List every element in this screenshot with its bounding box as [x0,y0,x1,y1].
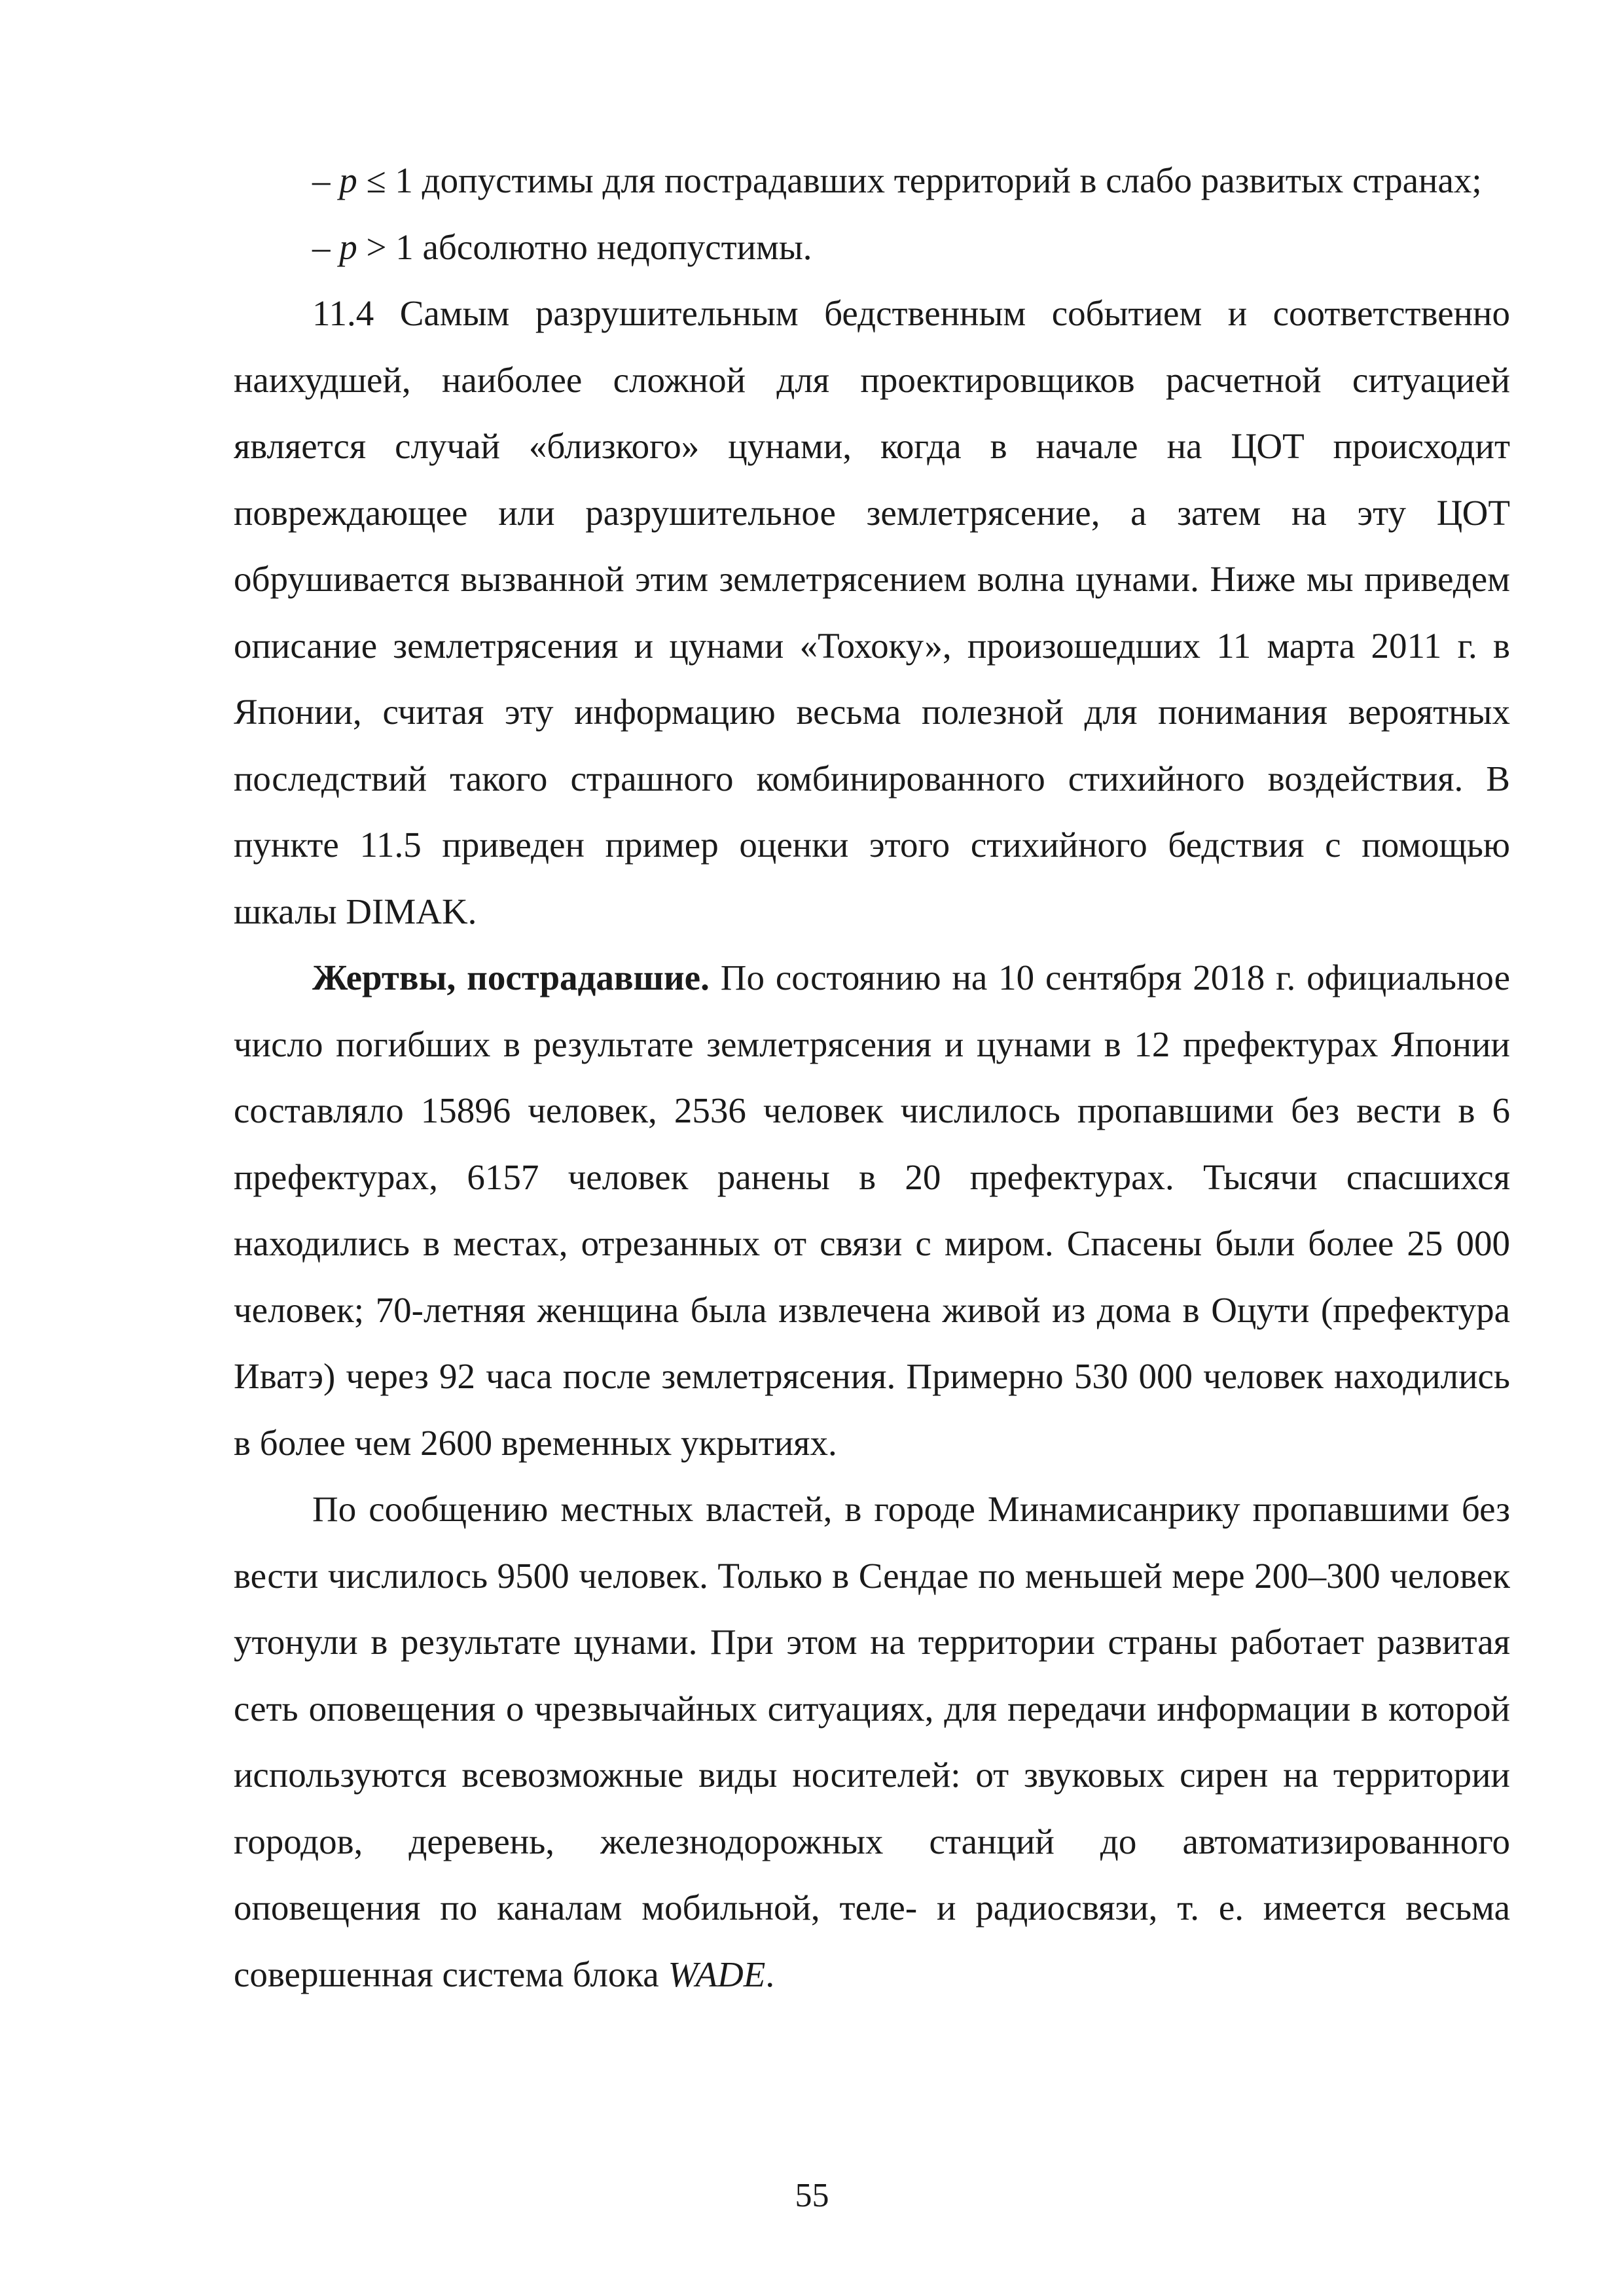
list-item-text: ≤ 1 допустимы для пострадавших территорий в слабо развитых странах; [357,160,1482,200]
victims-heading: Жертвы, пострадавшие. [312,958,710,997]
page-number: 55 [795,2177,829,2214]
list-dash: – [312,160,331,200]
paragraph-local-authorities [234,1476,1510,2007]
list-item-p-gt-1 [234,214,1510,281]
wade-term: WADE [668,1954,766,1994]
victims-text: По состоянию на 10 сентября 2018 г. официальное число погибших в результате землетрясения и цунами в 12 префектурах Японии составляло 15896 человек, 2536 человек числилось пропавшими без вести в 6 префектурах, 6157 человек ранены в 20 префектурах. Тысячи спасшихся находились в местах, отрезанных от связи с миром. Спасены были более 25 000 человек; 70-летняя женщина была извлечена живой из дома в Оцути (префектура Иватэ) через 92 часа после землетрясения. Примерно 530 000 человек находились в более чем 2600 временных укрытиях. [234,958,1511,1463]
list-item-text: > 1 абсолютно недопустимы. [357,226,812,267]
paragraph-section-11-4: 11.4 Самым разрушительным бедственным событием и соответственно наихудшей, наиболее сложной для проектировщиков расчетной ситуацией является случай «близкого» цунами, когда в начале на ЦОТ происходит повреждающее или разрушительное землетрясение, а затем на эту ЦОТ обрушивается вызванной этим землетрясением волна цунами. Ниже мы приведем описание землетрясения и цунами «Тохоку», произошедших 11 марта 2011 г. в Японии, считая эту информацию весьма полезной для понимания вероятных последствий такого страшного комбинированного стихийного воздействия. В пункте 11.5 приведен пример оценки этого стихийного бедствия с помощью шкалы DIMAK. [234,293,1510,931]
list-dash: – [312,226,331,267]
list-item-p-le-1 [234,147,1510,214]
sentence-end: . [765,1954,775,1994]
local-authorities-text: По сообщению местных властей, в городе Минамисанрику пропавшими без вести числилось 9500 человек. Только в Сендае по меньшей мере 200–300 человек утонули в результате цунами. При этом на территории страны работает развитая сеть оповещения о чрезвычайных ситуациях, для передачи информации в которой используются всевозможные виды носителей: от звуковых сирен на территории городов, деревень, железнодорожных станций до автоматизированного оповещения по каналам мобильной, теле- и радиосвязи, т. е. имеется весьма совершенная система блока [234,1489,1510,1994]
variable-p: p [339,160,357,200]
document-body [234,147,1510,2007]
paragraph-victims [234,944,1510,1476]
variable-p: p [339,226,357,267]
